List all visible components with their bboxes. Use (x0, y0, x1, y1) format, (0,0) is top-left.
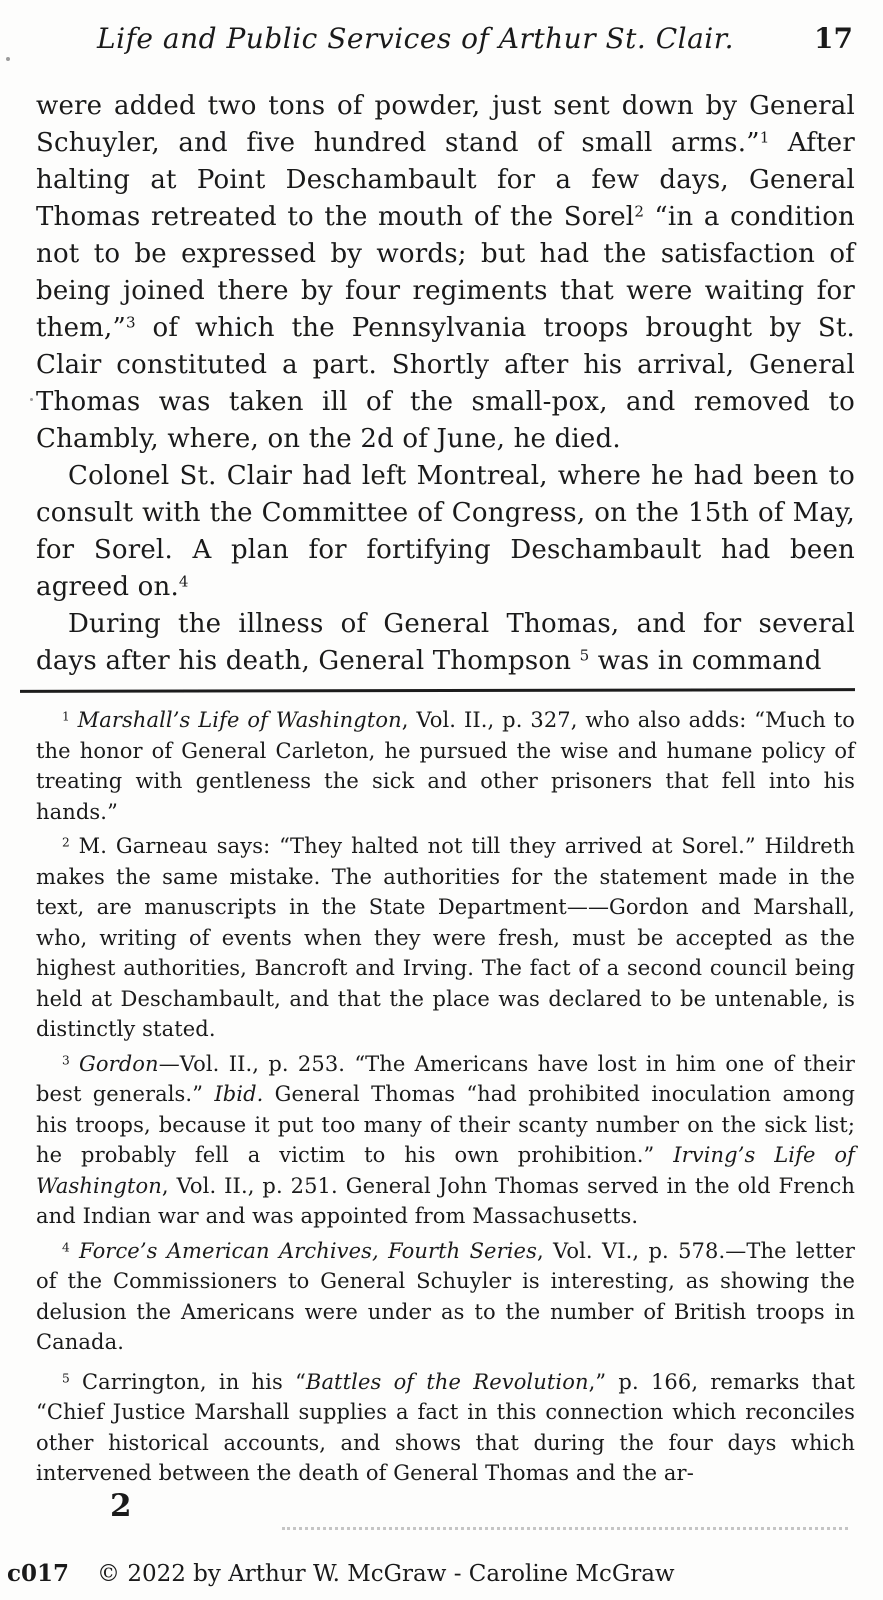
footnote-4 (36, 1236, 855, 1358)
footnote-marker: 5 (579, 646, 590, 665)
cited-work-title: Irving’s Life of Washington (36, 1143, 856, 1198)
signature-mark: 2 (110, 1488, 132, 1524)
cited-work-title: Battles of the Revolution (305, 1369, 589, 1394)
running-title: Life and Public Services of Arthur St. Clair. (97, 22, 734, 55)
text-run: were added two tons of powder, just sent down by General Schuyler, and five hundred stand of small arms.” (36, 91, 855, 158)
cited-work-title: Marshall’s Life of Washington (69, 708, 402, 732)
scan-artifact-speck (30, 398, 33, 401)
footnote-marker: 5 (62, 1370, 70, 1385)
cited-work-title: Force’s American Archives, Fourth Series (69, 1238, 537, 1263)
footer-code: c017 (7, 1560, 70, 1587)
scan-artifact-speck (6, 57, 10, 61)
text-run: ,” p. 166, remarks that “Chief Justice Marshall supplies a fact in this connection which reconciles other historical accounts, and shows that during the four days which intervened between the death of General Thomas and the ar- (36, 1369, 855, 1485)
text-run: “in a condition not to be expressed by words; but had the satisfaction of being joined there by four regiments that were waiting for them,” (36, 202, 855, 343)
text-run: M. Garneau says: “They halted not till they arrived at Sorel.” Hildreth makes the same mistake. The authorities for the statement made in the text, are manuscripts in the State Department——Gordon and Marshall, who, writing of events when they were fresh, must be accepted as the highest authorities, Bancroft and Irving. The fact of a second council being held at Deschambault, and that the place was declared to be untenable, is distinctly stated. (36, 834, 855, 1041)
scan-artifact-speckle-row (282, 1527, 848, 1530)
footnote-marker: 2 (634, 202, 644, 221)
text-run: During the illness of General Thomas, and for several days after his death, General Thompson (36, 609, 855, 676)
text-run: General Thomas “had prohibited inoculation among his troops, because it put too many of their scanty number on the sick list; he probably fell a victim to his own prohibition.” (36, 1082, 855, 1167)
footnote-marker: 3 (126, 313, 136, 332)
footer-copyright: © 2022 by Arthur W. McGraw - Caroline McGraw (97, 1561, 675, 1587)
text-run: —Vol. II., p. 253. “The Americans have lost in him one of their best generals.” (36, 1051, 855, 1106)
text-run: of which the Pennsylvania troops brought by St. Clair constituted a part. Shortly after his arrival, General Thomas was taken ill of the small-pox, and removed to Chambly, where, on the 2d of June, he died. (36, 313, 855, 454)
text-run: After halting at Point Deschambault for a few days, General Thomas retreated to the mouth of the Sorel (36, 128, 855, 232)
text-run: Colonel St. Clair had left Montreal, where he had been to consult with the Committee of Congress, on the 15th of May, for Sorel. A plan for fortifying Deschambault had been agreed on. (36, 461, 855, 602)
footnote-5 (36, 1367, 855, 1489)
footnote-marker: 3 (62, 1052, 70, 1067)
body-paragraph-3 (36, 606, 855, 680)
text-run: , Vol. II., p. 251. General John Thomas served in the old French and Indian war and was appointed from Massachusetts. (36, 1173, 855, 1228)
footnote-3 (36, 1049, 855, 1232)
footnote-marker: 2 (62, 835, 70, 850)
footnote-marker: 1 (62, 709, 70, 724)
body-paragraph-2 (36, 458, 855, 606)
footnotes-section (36, 705, 855, 1489)
footnote-2 (36, 831, 855, 1045)
footnote-1 (36, 705, 855, 827)
text-run: was in command (589, 646, 822, 676)
cited-work-title: Gordon (69, 1051, 159, 1076)
footnote-rule (20, 688, 855, 693)
footnote-marker: 1 (759, 128, 770, 147)
page-header (36, 22, 855, 70)
body-text (36, 88, 855, 680)
cited-work-title: Ibid. (214, 1082, 264, 1106)
text-run: Carrington, in his “ (69, 1369, 306, 1394)
body-paragraph-1 (36, 88, 855, 458)
text-run: , Vol. II., p. 327, who also adds: “Much to the honor of General Carleton, he pursued the wise and humane policy of treating with gentleness the sick and other prisoners that fell into his hands.” (36, 708, 855, 824)
footnote-marker: 4 (178, 572, 189, 591)
page-number: 17 (814, 22, 853, 55)
text-run: , Vol. VI., p. 578.—The letter of the Commissioners to General Schuyler is interesting, as showing the delusion the Americans were under as to the number of British troops in Canada. (36, 1238, 855, 1354)
page-footer (7, 1560, 675, 1587)
footnote-marker: 4 (62, 1239, 70, 1254)
